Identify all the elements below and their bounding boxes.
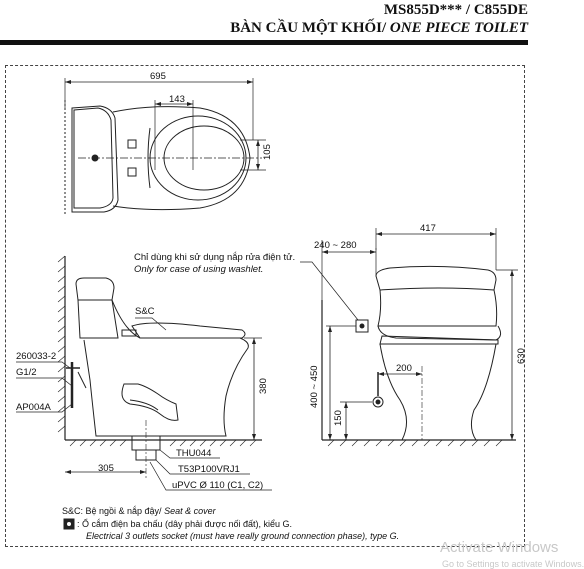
part-t53p100vrj1: T53P100VRJ1 (178, 464, 240, 475)
part-thu044: THU044 (176, 448, 212, 459)
washlet-note-en: Only for case of using washlet. (134, 264, 264, 275)
dim-417: 417 (420, 223, 436, 234)
dim-200: 200 (396, 363, 412, 374)
legend-socket-vi: : Ổ cắm điện ba chấu (dây phải được nối đất), kiểu G. (77, 519, 293, 529)
part-260033-2: 260033-2 (16, 351, 57, 362)
part-sc: S&C (135, 306, 155, 317)
dim-380: 380 (258, 378, 269, 394)
part-ap004a: AP004A (16, 402, 51, 413)
model-number: MS855D*** / C855DE (383, 2, 528, 18)
dim-630: 630 (516, 348, 527, 364)
part-g12: G1/2 (16, 367, 37, 378)
dim-143: 143 (169, 94, 185, 105)
legend-sc-en: Seat & cover (164, 506, 216, 516)
dim-150: 150 (333, 410, 344, 426)
product-title-vi: BÀN CẦU MỘT KHỐI/ (230, 20, 387, 36)
top-view (65, 78, 266, 214)
legend-sc (62, 506, 216, 517)
dim-400-450: 400 ~ 450 (309, 365, 320, 408)
legend-sc-vi: S&C: Bệ ngồi & nắp đậy/ (62, 506, 162, 516)
activation-watermark-sub: Go to Settings to activate Windows. (442, 559, 584, 569)
product-title-en: ONE PIECE TOILET (389, 20, 528, 36)
section-view-left (16, 256, 272, 490)
legend-socket-en: Electrical 3 outlets socket (must have really ground connection phase), type G. (86, 531, 400, 541)
socket-legend-icon (64, 519, 74, 529)
activation-watermark: Activate Windows (440, 539, 559, 556)
dim-305: 305 (98, 463, 114, 474)
dim-240-280: 240 ~ 280 (314, 240, 357, 251)
dim-105: 105 (262, 144, 273, 160)
washlet-note-vi: Chỉ dùng khi sử dụng nắp rửa điện tử. (134, 252, 296, 263)
dim-695: 695 (150, 71, 166, 82)
part-upvc: uPVC Ø 110 (C1, C2) (172, 480, 264, 491)
